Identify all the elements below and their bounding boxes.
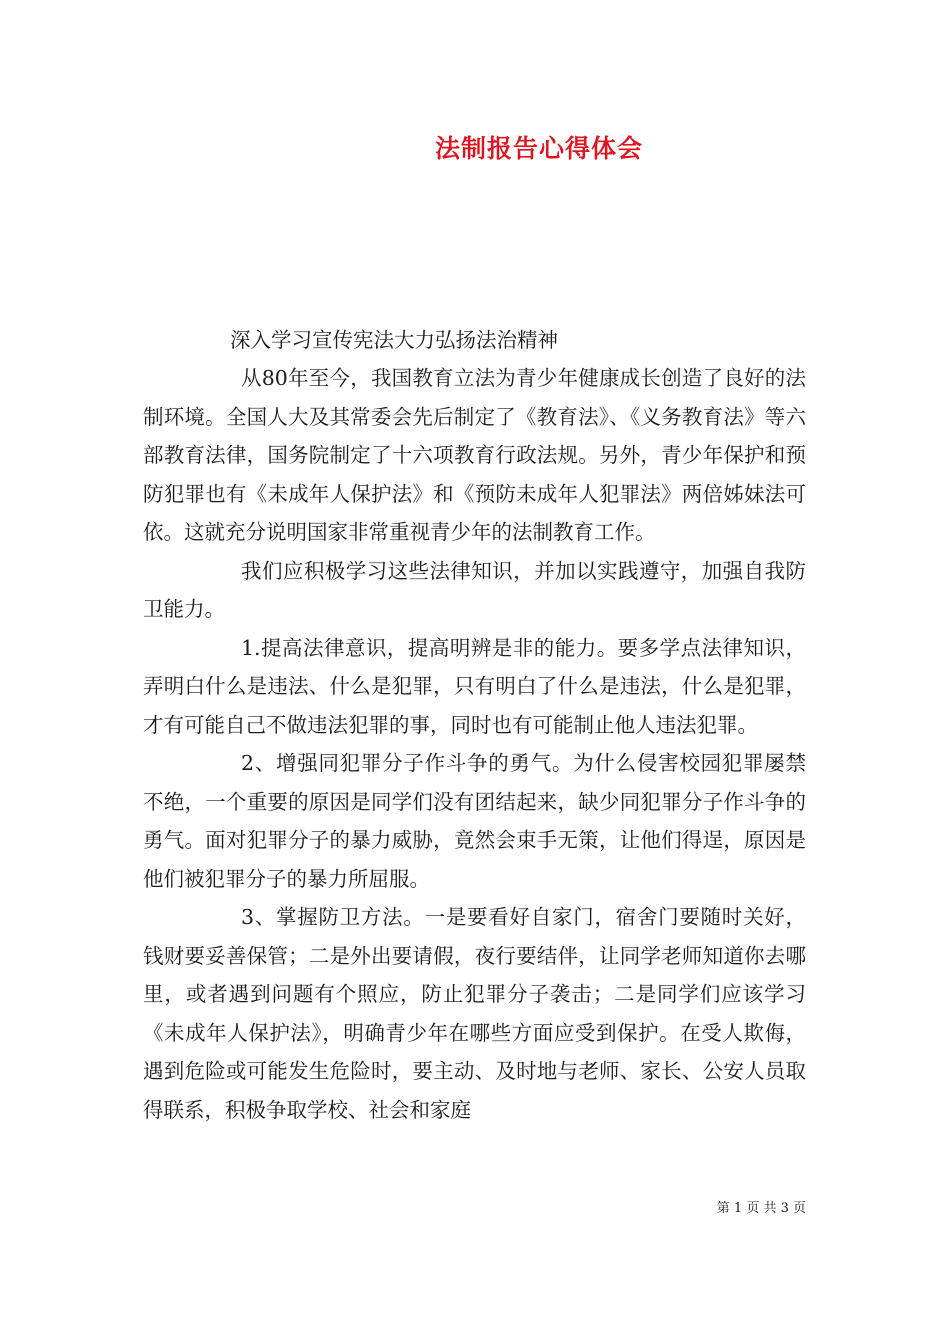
paragraph-5: 3、掌握防卫方法。一是要看好自家门，宿舍门要随时关好，钱财要妥善保管；二是外出要请假，夜行要结伴，让同学老师知道你去哪里，或者遇到问题有个照应，防止犯罪分子袭击；二是同学们应该学习《未成年人保护法》，明确青少年在哪些方面应受到保护。在受人欺侮，遇到危险或可能发生危险时，要主动、及时地与老师、家长、公安人员取得联系，积极争取学校、社会和家庭 xyxy=(143,905,806,1122)
paragraph-4: 2、增强同犯罪分子作斗争的勇气。为什么侵害校园犯罪屡禁不绝，一个重要的原因是同学们没有团结起来，缺少同犯罪分子作斗争的勇气。面对犯罪分子的暴力威胁，竟然会束手无策，让他们得逞，原因是他们被犯罪分子的暴力所屈服。 xyxy=(143,751,806,891)
page-title: 法制报告心得体会 xyxy=(434,134,643,163)
document-body xyxy=(143,321,806,1129)
paragraph-2: 我们应积极学习这些法律知识，并加以实践遵守，加强自我防卫能力。 xyxy=(143,558,806,621)
document-subtitle: 深入学习宣传宪法大力弘扬法治精神 xyxy=(230,328,558,352)
page-number: 第 1 页 共 3 页 xyxy=(716,1201,806,1216)
paragraph-1: 从80年至今，我国教育立法为青少年健康成长创造了良好的法制环境。全国人大及其常委会先后制定了《教育法》、《义务教育法》等六部教育法律，国务院制定了十六项教育行政法规。另外，青少年保护和预防犯罪也有《未成年人保护法》和《预防未成年人犯罪法》两倍姊妹法可依。这就充分说明国家非常重视青少年的法制教育工作。 xyxy=(143,366,806,544)
paragraph-3: 1.提高法律意识，提高明辨是非的能力。要多学点法律知识，弄明白什么是违法、什么是犯罪，只有明白了什么是违法，什么是犯罪，才有可能自己不做违法犯罪的事，同时也有可能制止他人违法犯罪。 xyxy=(143,635,806,737)
